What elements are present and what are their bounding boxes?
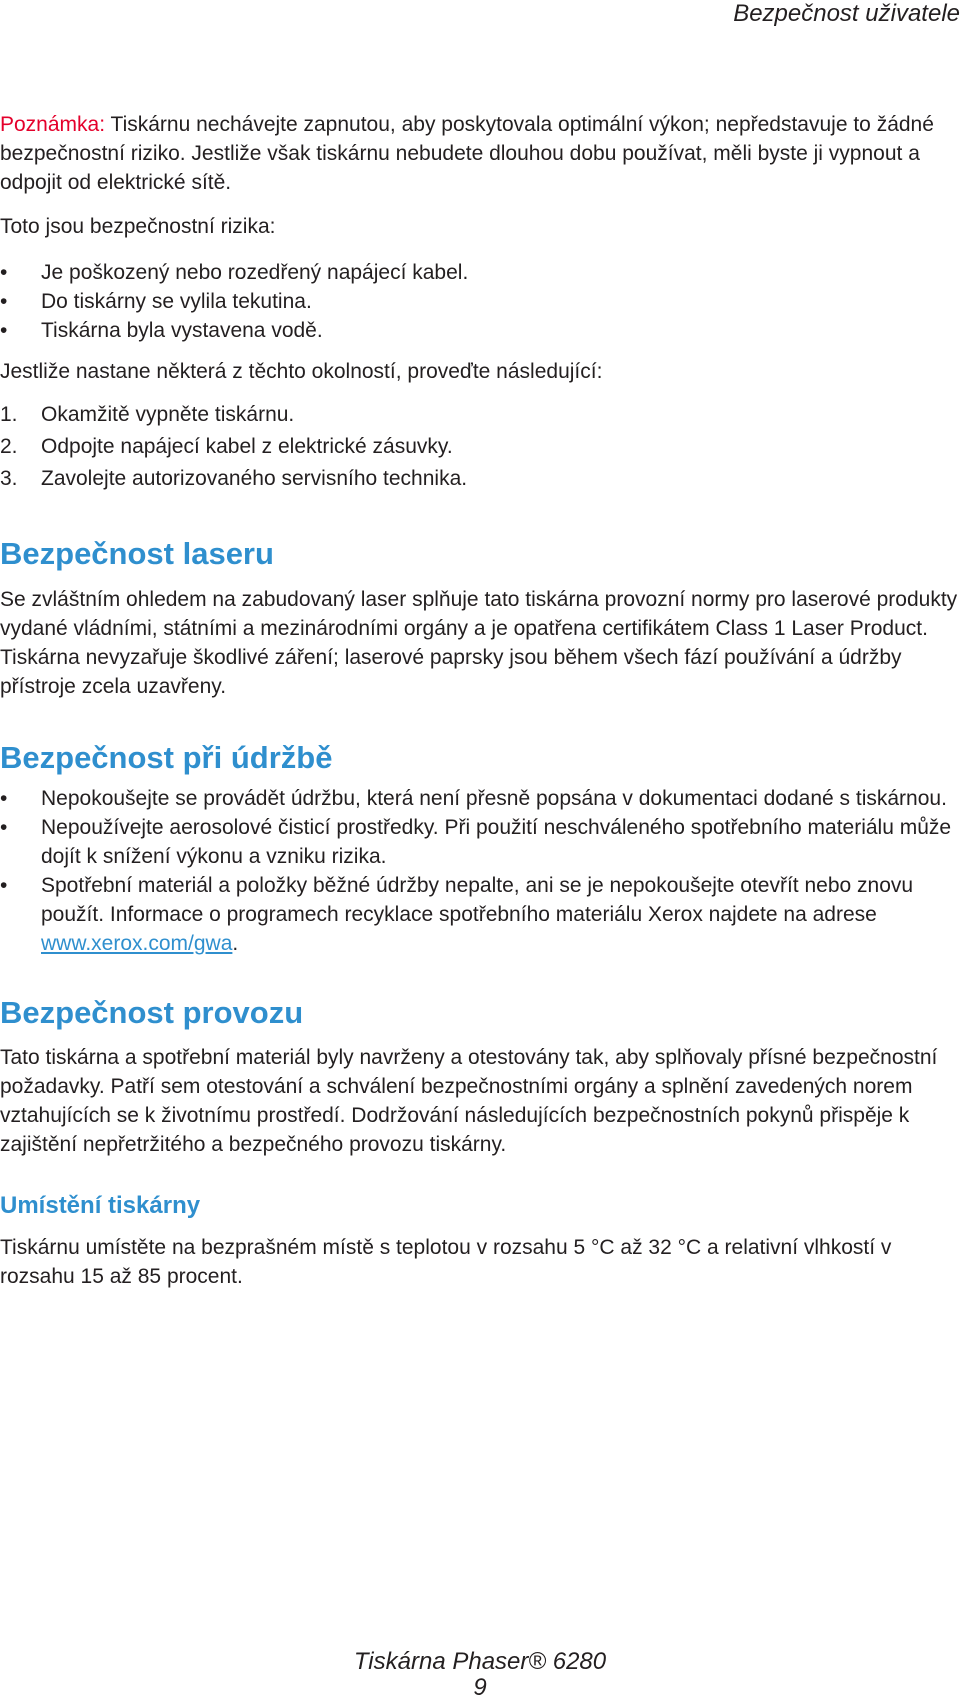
- xerox-gwa-link[interactable]: www.xerox.com/gwa: [41, 932, 233, 955]
- step-text: Okamžitě vypněte tiskárnu.: [41, 403, 295, 426]
- placement-text: Tiskárnu umístěte na bezprašném místě s teplotou v rozsahu 5 °C až 32 °C a relativní vlhkostí v rozsahu 15 až 85 procent.: [0, 1236, 892, 1288]
- bullet-mark: •: [0, 816, 8, 839]
- note-label: Poznámka:: [0, 113, 106, 136]
- step-text: Odpojte napájecí kabel z elektrické zásuvky.: [41, 435, 453, 458]
- list-item: [0, 813, 958, 871]
- maintenance-list: [0, 784, 958, 958]
- list-item-text: Spotřební materiál a položky běžné údržby nepalte, ani se je nepokoušejte otevřít nebo znovu použít. Informace o programech recyklace spotřebního materiálu Xerox najdete na adrese: [41, 874, 914, 926]
- note-text: Tiskárnu nechávejte zapnutou, aby poskytovala optimální výkon; nepředstavuje to žádné bezpečnostní riziko. Jestliže však tiskárnu nebudete dlouhou dobu používat, měli byste ji vypnout a odpojit od elektrické sítě.: [0, 113, 934, 194]
- step-number: 1.: [0, 403, 18, 426]
- list-item: [0, 287, 958, 316]
- step-number: 2.: [0, 435, 18, 458]
- bullet-mark: •: [0, 261, 8, 284]
- step-text: Zavolejte autorizovaného servisního technika.: [41, 467, 468, 490]
- list-item-text: Tiskárna byla vystavena vodě.: [41, 319, 323, 342]
- placement-heading: Umístění tiskárny: [0, 1192, 201, 1219]
- list-item-text: Do tiskárny se vylila tekutina.: [41, 290, 312, 313]
- list-item: [0, 464, 958, 493]
- risks-list: [0, 258, 958, 345]
- page-content: [0, 110, 958, 1291]
- list-item: [0, 316, 958, 345]
- list-item: [0, 432, 958, 461]
- list-item: [0, 871, 958, 958]
- steps-list: [0, 400, 958, 493]
- bullet-mark: •: [0, 787, 8, 810]
- list-item-end: .: [232, 932, 239, 955]
- list-item-text: Nepoužívejte aerosolové čisticí prostředky. Při použití neschváleného spotřebního materiálu může dojít k snížení výkonu a vzniku rizika.: [41, 816, 952, 868]
- footer-title: Tiskárna Phaser® 6280: [353, 1648, 607, 1675]
- operation-text: Tato tiskárna a spotřební materiál byly navrženy a otestovány tak, aby splňovaly přísné bezpečnostní požadavky. Patří sem otestování a schválení bezpečnostními orgány a splnění zavedených norem vztahujících se k životnímu prostředí. Dodržování následujících bezpečnostních pokynů přispěje k zajištění nepřetržitého a bezpečného provozu tiskárny.: [0, 1046, 938, 1156]
- list-item-text: Nepokoušejte se provádět údržbu, která není přesně popsána v dokumentaci dodané s tiskárnou.: [41, 787, 947, 810]
- operation-heading: Bezpečnost provozu: [0, 995, 304, 1030]
- list-item-text: Je poškozený nebo rozedřený napájecí kabel.: [41, 261, 469, 284]
- maintenance-heading: Bezpečnost při údržbě: [0, 740, 333, 775]
- step-number: 3.: [0, 467, 18, 490]
- bullet-mark: •: [0, 874, 8, 897]
- laser-heading: Bezpečnost laseru: [0, 536, 274, 571]
- running-header: Bezpečnost uživatele: [733, 0, 960, 27]
- page-number: 9: [473, 1674, 487, 1701]
- bullet-mark: •: [0, 319, 8, 342]
- list-item: [0, 258, 958, 287]
- note-paragraph: [0, 110, 958, 197]
- condition-text: Jestliže nastane některá z těchto okolností, proveďte následující:: [0, 360, 603, 383]
- bullet-mark: •: [0, 290, 8, 313]
- risks-intro: Toto jsou bezpečnostní rizika:: [0, 215, 276, 238]
- list-item: [0, 400, 958, 429]
- laser-text: Se zvláštním ohledem na zabudovaný laser splňuje tato tiskárna provozní normy pro laserové produkty vydané vládními, státními a mezinárodními orgány a je opatřena certifikátem Class 1 Laser Product. Tiskárna nevyzařuje škodlivé záření; laserové paprsky jsou během všech fází používání a údržby přístroje zcela uzavřeny.: [0, 588, 958, 698]
- list-item: [0, 784, 958, 813]
